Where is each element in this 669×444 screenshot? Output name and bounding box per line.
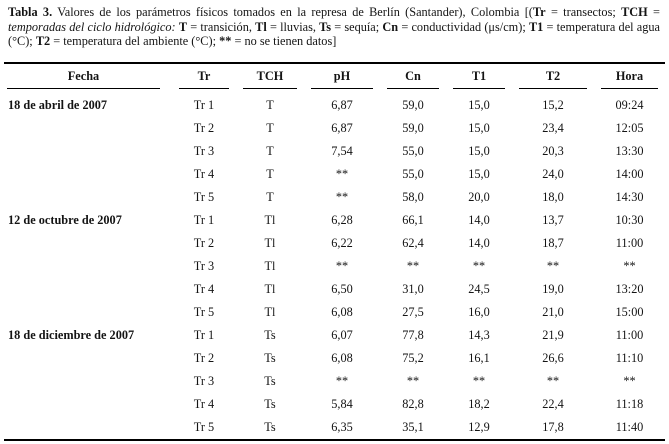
date-cell [4,232,172,255]
table-cell: Tr 2 [193,351,215,366]
date-cell [4,255,172,278]
caption-segment: = temperatura del agua (°C); [8,19,660,49]
table-cell: 23,4 [542,121,564,136]
table-cell: 13:20 [615,282,644,297]
table-cell: 19,0 [542,282,564,297]
table-cell: Tr 3 [193,144,215,159]
table-cell: 11:00 [615,236,644,251]
table-cell: 58,0 [402,190,424,205]
table-cell: Ts [264,351,276,366]
table-cell: 24,0 [542,167,564,182]
caption-segment: Tl [255,19,267,34]
table-cell: 82,8 [402,397,424,412]
caption-segment: T [178,19,188,34]
table-cell: T [266,167,274,182]
table-row [4,255,665,278]
table-cell: 55,0 [402,144,424,159]
table-cell: 6,50 [331,282,353,297]
header-cell [172,63,236,89]
caption-segment: = sequía; [331,19,383,34]
table-cell: 12,9 [468,420,490,435]
table-cell: Ts [264,328,276,343]
table-cell: 15,0 [468,98,490,113]
header-cell-label: Fecha [7,64,160,89]
table-cell: 18,7 [542,236,564,251]
caption-segment: = [647,5,660,19]
table-cell: Tl [264,305,276,320]
table-cell: ** [335,374,349,389]
table-cell: Ts [264,397,276,412]
caption-segment: T2 [35,34,51,49]
table-cell: 11:18 [615,397,644,412]
caption-segment: ** [219,34,232,49]
table-cell: 24,5 [468,282,490,297]
table-cell: ** [335,259,349,274]
table-cell: 16,0 [468,305,490,320]
table-cell: Tr 1 [193,328,215,343]
date-cell [4,301,172,324]
caption-segment: = temperatura del ambiente (°C); [50,34,220,49]
table-cell: 6,08 [331,305,353,320]
caption-segment: = lluvias, [266,19,320,34]
table-cell: 21,0 [542,305,564,320]
table-cell: ** [472,374,486,389]
header-cell [304,63,380,89]
table-row [4,393,665,416]
table-cell: 55,0 [402,167,424,182]
table-cell: 18,0 [542,190,564,205]
header-cell [4,63,172,89]
header-cell-label: pH [311,64,373,89]
header-cell-label: TCH [243,64,297,89]
table-cell: ** [623,374,636,389]
caption-segment: Cn [382,19,399,34]
header-cell [594,63,665,89]
table-cell: Tr 5 [193,305,215,320]
table-row [4,117,665,140]
table-cell: 66,1 [402,213,424,228]
table-cell: 62,4 [402,236,424,251]
table-row [4,370,665,393]
table-row [4,89,665,117]
caption-segment: TCH [621,5,648,19]
table-cell: 15:00 [615,305,644,320]
table-row [4,232,665,255]
table-cell: 14,0 [468,236,490,251]
table-cell: 6,22 [331,236,353,251]
caption-segment: = no se tienen datos] [231,34,337,49]
header-cell-label: T2 [519,64,587,89]
date-cell [4,140,172,163]
table-cell: Tr 4 [193,282,215,297]
table-cell: 6,08 [331,351,353,366]
table-cell: Tr 5 [193,190,215,205]
table-header [4,63,665,89]
table-cell: ** [335,190,349,205]
table-cell: 6,07 [331,328,353,343]
table-row [4,140,665,163]
table-row [4,163,665,186]
date-cell [4,186,172,209]
table-caption [0,0,669,49]
table-cell: 6,87 [331,98,353,113]
date-cell [4,347,172,370]
table-cell: 75,2 [402,351,424,366]
date-cell [4,117,172,140]
table-cell: ** [546,374,560,389]
table-cell: ** [406,374,420,389]
table-cell: 14,0 [468,213,490,228]
table-cell: 17,8 [542,420,564,435]
table-cell: 27,5 [402,305,424,320]
header-cell-label: T1 [453,64,505,89]
table-cell: ** [623,259,636,274]
table-cell: T [266,144,274,159]
header-cell [512,63,594,89]
date-cell: 18 de abril de 2007 [8,98,108,113]
table-cell: 14:30 [615,190,644,205]
date-cell [4,416,172,440]
table-cell: 59,0 [402,121,424,136]
table-row [4,301,665,324]
table-cell: Tr 1 [193,213,215,228]
header-row [4,63,665,89]
table-cell: Tl [264,236,276,251]
table-cell: 10:30 [615,213,644,228]
date-cell [4,278,172,301]
table-cell: Ts [264,374,276,389]
caption-segment: T1 [528,19,544,34]
caption-segment: = transectos; [545,5,622,19]
table-cell: 31,0 [402,282,424,297]
table-cell: Tr 2 [193,121,215,136]
table-cell: Tr 2 [193,236,215,251]
table-cell: 09:24 [615,98,644,113]
table-cell: 6,35 [331,420,353,435]
data-table [4,62,665,441]
table-cell: 13,7 [542,213,564,228]
date-cell: 12 de octubre de 2007 [8,213,122,228]
table-row [4,209,665,232]
table-cell: 16,1 [468,351,490,366]
header-cell-label: Cn [387,64,439,89]
date-cell [4,370,172,393]
table-cell: 20,3 [542,144,564,159]
table-cell: Tr 1 [193,98,215,113]
table-cell: Tr 4 [193,397,215,412]
table-cell: 6,28 [331,213,353,228]
caption-segment: temporadas del ciclo hidrológico: [8,19,176,34]
table-cell: T [266,98,274,113]
table-cell: 11:00 [615,328,644,343]
table-body [4,89,665,440]
table-cell: ** [406,259,420,274]
caption-segment: Valores de los parámetros físicos tomados en la represa de Berlín (Santander), Colombia [( [52,5,533,19]
table-cell: 15,0 [468,167,490,182]
date-cell [4,163,172,186]
table-row [4,347,665,370]
table-cell: 14,3 [468,328,490,343]
table-cell: Tr 4 [193,167,215,182]
table-cell: Tr 5 [193,420,215,435]
table-cell: 22,4 [542,397,564,412]
header-cell [236,63,304,89]
table-cell: 21,9 [542,328,564,343]
table-cell: 7,54 [331,144,353,159]
table-cell: 5,84 [331,397,353,412]
table-cell: 15,0 [468,144,490,159]
caption-segment: Tr [532,5,546,19]
table-cell: 77,8 [402,328,424,343]
table-cell: 15,0 [468,121,490,136]
table-cell: 18,2 [468,397,490,412]
table-row [4,186,665,209]
caption-segment: Ts [319,19,332,34]
date-cell [4,393,172,416]
table-cell: 11:10 [615,351,644,366]
table-cell: 35,1 [402,420,424,435]
table-row [4,278,665,301]
table-row [4,416,665,440]
table-cell: T [266,121,274,136]
table-cell: Tl [264,259,276,274]
table-cell: ** [546,259,560,274]
table-row [4,324,665,347]
table-cell: 11:40 [615,420,644,435]
table-cell: 12:05 [615,121,644,136]
table-cell: 6,87 [331,121,353,136]
header-cell-label: Hora [601,64,658,89]
table-cell: Ts [264,420,276,435]
header-cell [446,63,512,89]
table-cell: Tl [264,213,276,228]
table-cell: ** [335,167,349,182]
table-cell: ** [472,259,486,274]
table-cell: 59,0 [402,98,424,113]
table-cell: 13:30 [615,144,644,159]
caption-segment: Tabla 3. [8,5,53,19]
table-cell: T [266,190,274,205]
caption-segment: = transición, [187,19,256,34]
table-cell: Tr 3 [193,374,215,389]
table-cell: 14:00 [615,167,644,182]
table-cell: Tl [264,282,276,297]
table-cell: 20,0 [468,190,490,205]
header-cell [380,63,446,89]
table-cell: 15,2 [542,98,564,113]
header-cell-label: Tr [179,64,229,89]
table-cell: 26,6 [542,351,564,366]
date-cell: 18 de diciembre de 2007 [8,328,135,343]
table-wrapper [4,62,665,441]
table-cell: Tr 3 [193,259,215,274]
caption-segment: = conductividad (μs/cm); [398,19,529,34]
